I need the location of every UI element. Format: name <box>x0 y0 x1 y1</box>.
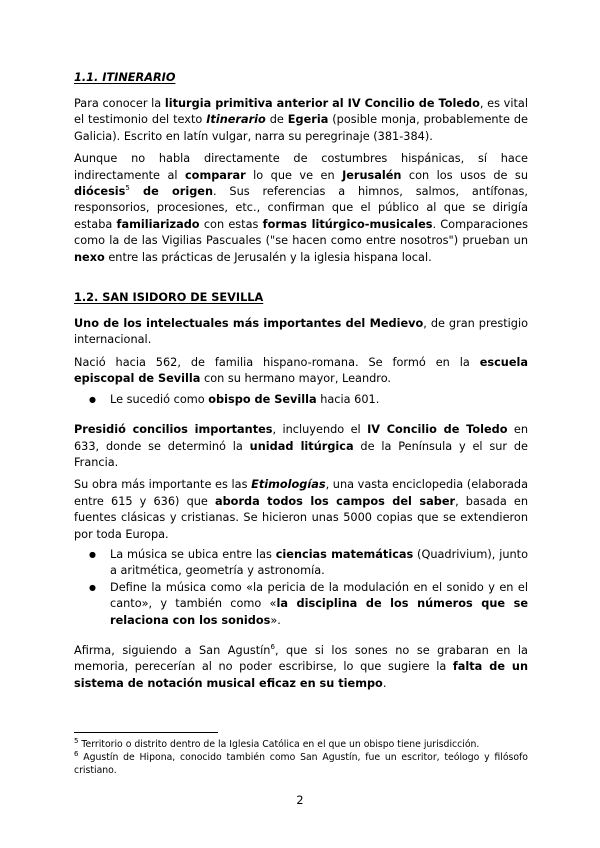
section-heading-itinerario: 1.1. ITINERARIO <box>74 71 176 84</box>
list-item: ● Le sucedió como obispo de Sevilla hacia 601. <box>74 392 528 408</box>
footnote-6: $^6$ Agustín de Hipona, conocido también como San Agustín, fue un escritor, teólogo y filósofo cristiano. <box>74 749 528 776</box>
bullet-list <box>74 547 528 629</box>
footnote-divider <box>74 732 218 733</box>
paragraph: Nació hacia 562, de familia hispano-romana. Se formó en la escuela episcopal de Sevilla con su hermano mayor, Leandro. <box>74 355 528 386</box>
footnote-ref: 6 <box>270 643 275 652</box>
paragraph: Presidió concilios importantes, incluyendo el IV Concilio de Toledo en 633, donde se determinó la unidad litúrgica de la Península y el sur de Francia. <box>74 423 528 469</box>
paragraph: Su obra más importante es las Etimologías, una vasta enciclopedia (elaborada entre 615 y 636) que aborda todos los campos del saber, basada en fuentes clásicas y cristianas. Se hicieron unas 5000 copias que se extendieron por toda Europa. <box>74 478 529 541</box>
list-item: ● La música se ubica entre las ciencias matemáticas (Quadrivium), junto a aritmética, geometría y astronomía. <box>74 547 528 580</box>
list-item: ● Define la música como «la pericia de la modulación en el sonido y en el canto», y también como «la disciplina de los números que se relaciona con los sonidos». <box>74 580 528 629</box>
paragraph: Uno de los intelectuales más importantes del Medievo, de gran prestigio internacional. <box>74 317 528 347</box>
paragraph: Para conocer la liturgia primitiva anterior al IV Concilio de Toledo, es vital el testimonio del texto Itinerario de Egeria (posible monja, probablemente de Galicia). Escrito en latín vulgar, narra su peregrinaje (381-384). <box>74 97 528 143</box>
page-body <box>74 70 528 692</box>
page-number: 2 <box>296 794 304 807</box>
footnote-ref: 5 <box>125 184 130 193</box>
paragraph: Afirma, siguiendo a San Agustín$^6$, que si los sones no se grabaran en la memoria, perecerían al no poder escribirse, lo que sugiere la falta de un sistema de notación musical eficaz en su tiempo. <box>74 643 528 690</box>
bullet-list <box>74 392 528 408</box>
section-heading-san-isidoro: 1.2. SAN ISIDORO DE SEVILLA <box>74 291 264 305</box>
paragraph: Aunque no habla directamente de costumbres hispánicas, sí hace indirectamente al comparar lo que ve en Jerusalén con los usos de su diócesis$^5$ de origen. Sus referencias a himnos, salmos, antífonas, responsorios, procesiones, etc., confirman que el público al que se dirigía estaba familiarizado con estas formas litúrgico-musicales. Comparaciones como la de las Vigilias Pascuales ("se hacen como entre nosotros") prueban un nexo entre las prácticas de Jerusalén y la iglesia hispana local. <box>74 152 529 264</box>
footnote-5: $^5$ Territorio o distrito dentro de la Iglesia Católica en el que un obispo tiene jurisdicción. <box>74 736 480 750</box>
